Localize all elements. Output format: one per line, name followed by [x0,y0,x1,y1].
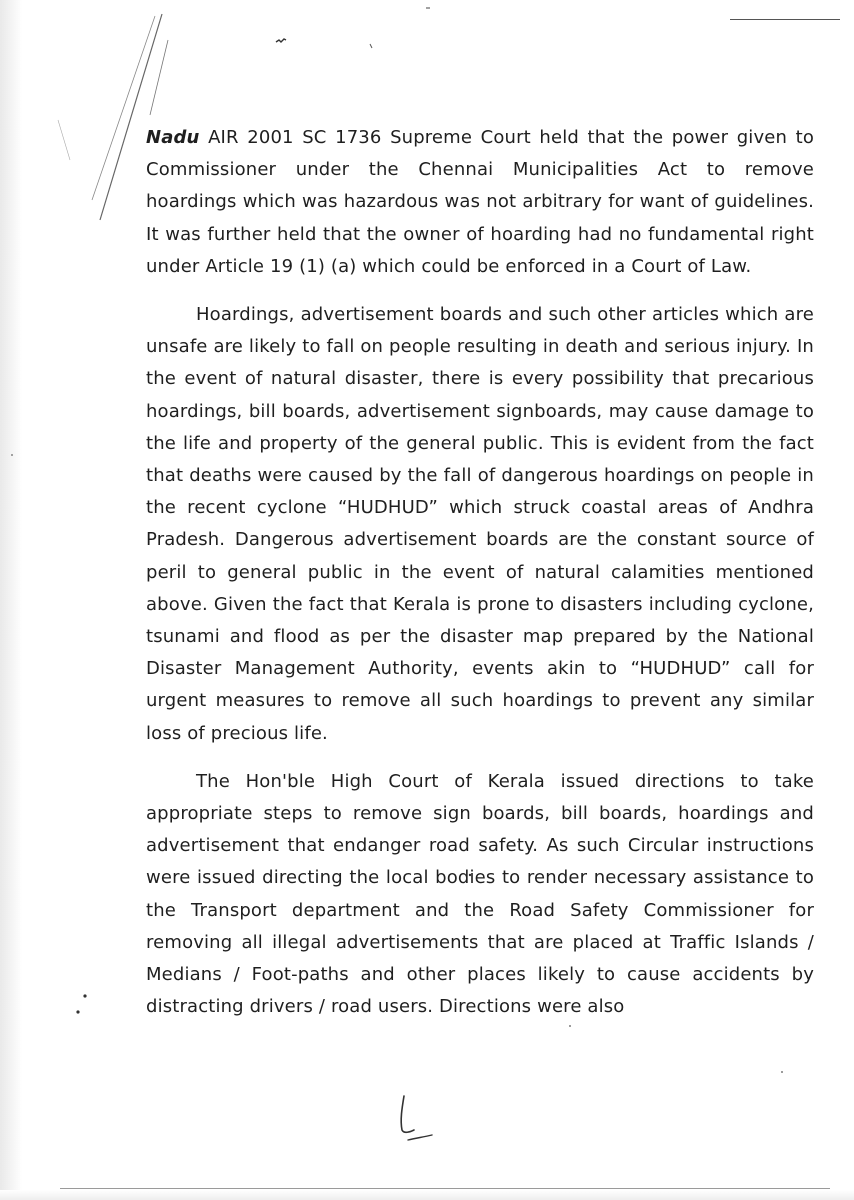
paragraph-text: AIR 2001 SC 1736 Supreme Court held that the power given to Commissioner under the Chennai Municipalities Act to remove hoardings which was hazardous was not arbitrary for want of guidelines. It was further held that the owner of hoarding had no fundamental right under Article 19 (1) (a) which could be enforced in a Court of Law. [146,127,814,277]
scan-mark-bottom-rule [60,1188,830,1189]
paragraph-case-citation [146,122,814,283]
case-name-emphasis: Nadu [146,127,200,148]
document-body [146,122,814,1023]
paragraph-hoardings-danger: Hoardings, advertisement boards and such other articles which are unsafe are likely to fall on people resulting in death and serious injury. In the event of natural disaster, there is every possibility that precarious hoardings, bill boards, advertisement signboards, may cause damage to the life and property of the general public. This is evident from the fact that deaths were caused by the fall of dangerous hoardings on people in the recent cyclone “HUDHUD” which struck coastal areas of Andhra Pradesh. Dangerous advertisement boards are the constant source of peril to general public in the event of natural calamities mentioned above. Given the fact that Kerala is prone to disasters including cyclone, tsunami and flood as per the disaster map prepared by the National Disaster Management Authority, events akin to “HUDHUD” call for urgent measures to remove all such hoardings to prevent any similar loss of precious life. [146,304,814,744]
handwritten-initial-mark [388,1090,438,1150]
paragraph-high-court-directions: The Hon'ble High Court of Kerala issued directions to take appropriate steps to remove sign boards, bill boards, hoardings and advertisement that endanger road safety. As such Circular instructions were issued directing the local bodies to render necessary assistance to the Transport department and the Road Safety Commissioner for removing all illegal advertisements that are placed at Traffic Islands / Medians / Foot-paths and other places likely to cause accidents by distracting drivers / road users. Directions were also [146,770,814,1018]
scan-edge-bottom [0,1190,854,1200]
